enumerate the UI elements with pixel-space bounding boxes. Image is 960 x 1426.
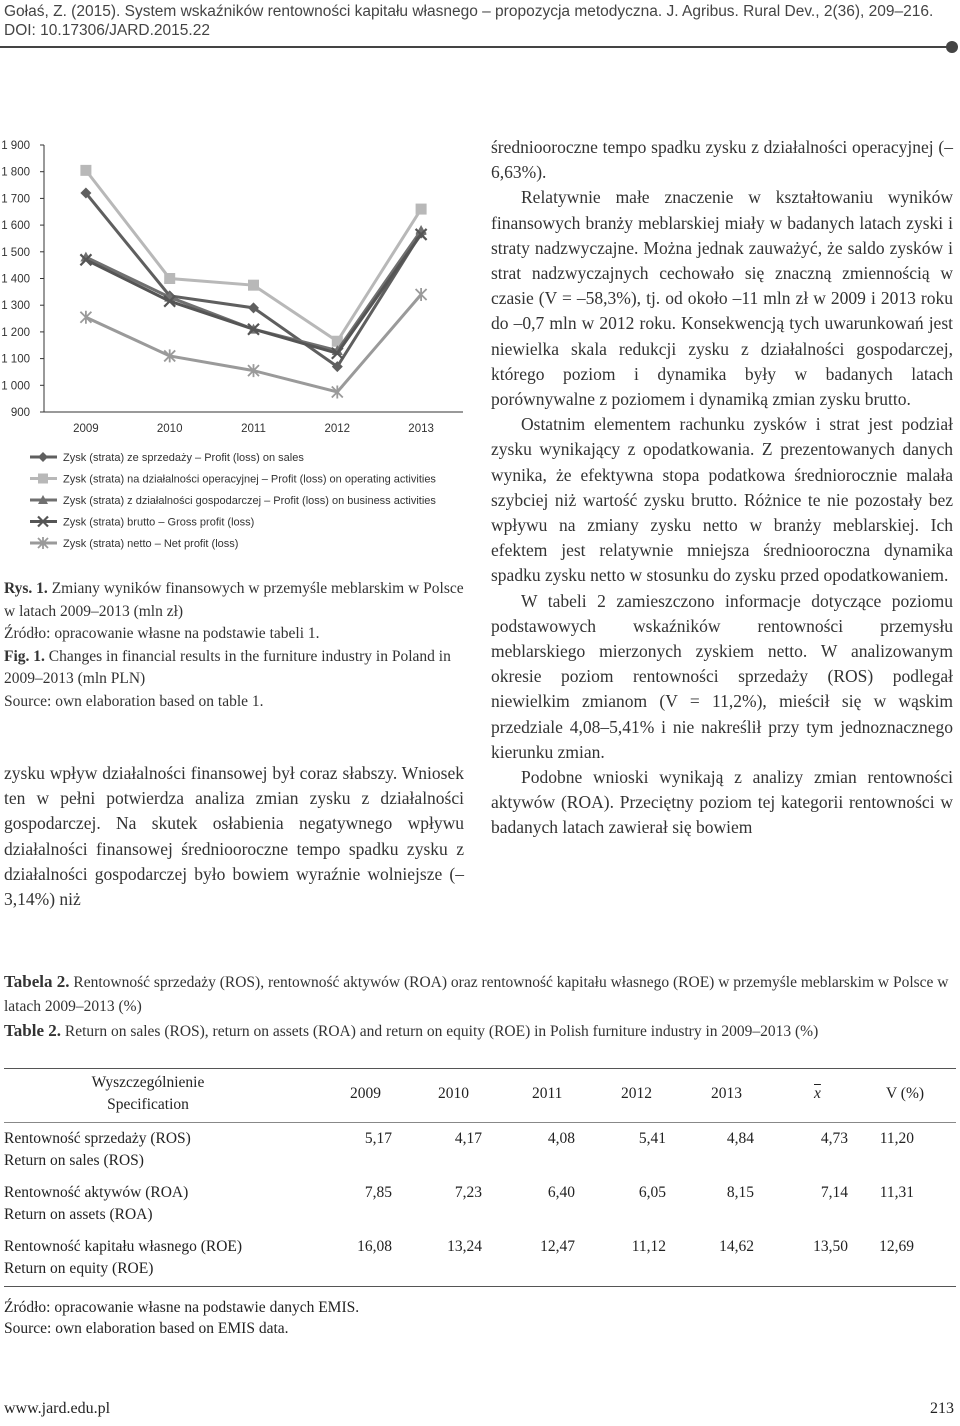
y-tick-label: 1 500 — [1, 246, 30, 259]
y-tick-label: 900 — [10, 407, 30, 419]
legend-label: Zysk (strata) ze sprzedaży – Profit (loss) on sales — [63, 452, 304, 464]
caption-en-label: Fig. 1. — [4, 647, 45, 665]
right-paragraph-1: średniooroczne tempo spadku zysku z działalności operacyjnej (–6,63%). — [491, 137, 953, 183]
table-header-rule — [4, 1122, 956, 1123]
table-cell: 8,15 — [726, 1184, 754, 1201]
header-rule — [0, 46, 950, 48]
y-tick-label: 1 000 — [1, 380, 30, 393]
table-title-en-label: Table 2. — [4, 1021, 62, 1040]
caption-en-text: Changes in financial results in the furniture industry in Poland in 2009–2013 (mln PLN) — [4, 647, 451, 687]
caption-pl — [4, 578, 466, 623]
header-dot — [946, 41, 958, 53]
page-number: 213 — [930, 1400, 954, 1417]
column-header-2010: 2010 — [438, 1085, 469, 1102]
x-tick-label: 2011 — [241, 423, 266, 435]
table-cell: 12,47 — [540, 1238, 575, 1255]
table-cell: 6,05 — [638, 1184, 666, 1201]
table-title-en-text: Return on sales (ROS), return on assets (ROA) and return on equity (ROE) in Polish furniture industry in 2009–2013 (%) — [61, 1023, 819, 1040]
series-2 — [80, 165, 426, 347]
table-cell: 13,50 — [813, 1238, 848, 1255]
right-paragraph-4: W tabeli 2 zamieszczono informacje dotyczące poziomu podstawowych wskaźników rentowności przemysłu meblarskiego mierzonych zyskiem netto. W analizowanym okresie poziom rentowności sprzedaży (ROS) podlegał niewielkim zmianom (V = 11,2%), mieścił się w wąskim przedziale 4,08–5,41% i nie nakreślił przy tym jednoznacznego kierunku zmian. — [491, 590, 953, 762]
spec-pl: Wyszczególnienie — [91, 1074, 205, 1091]
table-source-pl: Źródło: opracowanie własne na podstawie danych EMIS. — [4, 1299, 360, 1316]
right-paragraph-2: Relatywnie małe znaczenie w kształtowaniu wyników finansowych branży meblarskiej miały w badanych latach zyski i straty nadzwyczajne. Można jednak zauważyć, że saldo zysków i strat nadzwyczajnych cechowało się znaczną zmiennością w czasie (V = –58,3%), tj. od około –11 mln zł w 2009 i 2013 roku do –0,7 mln w 2012 roku. Konsekwencją tych uwarunkowań jest niewielka skala redukcji zysku z działalności gospodarczej, którego poziom i dynamika były w badanych latach porównywalne z poziomem i dynamiką zmian zysku brutto. — [491, 187, 953, 410]
table-source-en: Source: own elaboration based on EMIS data. — [4, 1320, 289, 1337]
table-source — [4, 1297, 359, 1339]
table-cell: 4,17 — [454, 1130, 482, 1147]
x-tick-label: 2013 — [408, 423, 434, 435]
x-tick-label: 2010 — [156, 423, 183, 435]
legend-label: Zysk (strata) brutto – Gross profit (loss) — [63, 516, 255, 529]
column-header-v: V (%) — [886, 1085, 925, 1102]
doi: DOI: 10.17306/JARD.2015.22 — [4, 22, 210, 39]
table-header-specification — [48, 1072, 248, 1116]
caption-pl-label: Rys. 1. — [4, 580, 48, 597]
series-line — [86, 234, 421, 353]
right-paragraph-3: Ostatnim elementem rachunku zysków i strat jest podział zysku wynikający z opodatkowania. Z prezentowanych danych wynika, że efektywna stopa podatkowa średniorocznie malała szybciej niż wartość zysku brutto. Różnice te nie pozostały bez wpływu na zmiany zysku netto w branży meblarskiej. Ich efektem jest relatywnie mniejsza średniooroczna dynamika spadku zysku netto w stosunku do zysku przed opodatkowaniem. — [491, 414, 953, 586]
table-cell: 16,08 — [357, 1238, 392, 1255]
table-cell: 11,12 — [631, 1238, 666, 1255]
data-point — [416, 288, 427, 301]
data-point — [248, 280, 259, 291]
row-name-pl: Rentowność kapitału własnego (ROE) — [4, 1238, 243, 1255]
left-paragraph: zysku wpływ działalności finansowej był coraz słabszy. Wniosek ten w pełni potwierdza analiza zmian zysku z działalności gospodarczej. Na skutek osłabienia negatywnego wpływu działalności finansowej średniooroczne tempo spadku zysku z działalności gospodarczej było bowiem wyraźnie wolniejsze (–3,14%) niż — [4, 763, 464, 910]
y-tick-label: 1 400 — [1, 273, 30, 286]
caption-pl-source: Źródło: opracowanie własne na podstawie tabeli 1. — [4, 625, 320, 642]
table-title-pl — [4, 970, 956, 1019]
table-cell: 5,17 — [364, 1130, 392, 1147]
table-cell: 4,08 — [547, 1130, 575, 1147]
line-chart — [0, 130, 470, 570]
data-point — [416, 204, 427, 215]
y-tick-label: 1 800 — [1, 166, 30, 179]
figure-caption — [4, 578, 466, 713]
caption-en-source: Source: own elaboration based on table 1. — [4, 692, 264, 710]
citation: Gołaś, Z. (2015). System wskaźników rentowności kapitału własnego – propozycja metodyczna. J. Agribus. Rural Dev., 2(36), 209–216. — [4, 3, 934, 20]
caption-en — [4, 646, 466, 691]
data-point — [80, 165, 91, 176]
table-cell: 12,69 — [879, 1238, 914, 1255]
table-cell: 6,40 — [547, 1184, 575, 1201]
footer-url[interactable]: www.jard.edu.pl — [4, 1400, 111, 1417]
y-tick-label: 1 100 — [1, 353, 30, 366]
table-cell: 4,73 — [820, 1130, 848, 1147]
table-title — [4, 970, 956, 1044]
column-header-2013: 2013 — [711, 1085, 742, 1102]
legend-marker — [38, 474, 48, 484]
left-column-text — [4, 761, 464, 912]
table-cell: 7,85 — [364, 1184, 392, 1201]
table-title-pl-text: Rentowność sprzedaży (ROS), rentowność aktywów (ROA) oraz rentowność kapitału własnego (ROE) w przemyśle meblarskim w Polsce w latach 2009–2013 (%) — [4, 974, 949, 1015]
table-cell: 7,23 — [454, 1184, 482, 1201]
data-point — [164, 273, 175, 284]
table-top-rule — [4, 1068, 956, 1069]
row-name-en: Return on sales (ROS) — [4, 1152, 144, 1169]
row-name-en: Return on assets (ROA) — [4, 1206, 153, 1223]
row-name-en: Return on equity (ROE) — [4, 1260, 154, 1277]
table-cell: 7,14 — [820, 1184, 848, 1201]
x-tick-label: 2012 — [324, 423, 351, 435]
caption-pl-text: Zmiany wyników finansowych w przemyśle meblarskim w Polsce w latach 2009–2013 (mln zł) — [4, 580, 464, 620]
running-header — [4, 2, 954, 40]
spec-en: Specification — [107, 1096, 189, 1113]
table-cell: 14,62 — [719, 1238, 754, 1255]
data-point — [80, 311, 91, 324]
table-cell: 13,24 — [447, 1238, 482, 1255]
legend-marker — [38, 452, 48, 462]
table-title-en — [4, 1019, 956, 1044]
column-header-2011: 2011 — [532, 1085, 563, 1102]
table-bottom-rule — [4, 1286, 956, 1287]
table-cell: 5,41 — [638, 1130, 666, 1147]
legend-label: Zysk (strata) z działalności gospodarczej – Profit (loss) on business activities — [63, 495, 436, 507]
legend-label: Zysk (strata) netto – Net profit (loss) — [63, 538, 239, 550]
y-tick-label: 1 300 — [1, 300, 30, 313]
table-cell: 4,84 — [726, 1130, 754, 1147]
legend-label: Zysk (strata) na działalności operacyjnej – Profit (loss) on operating activities — [63, 473, 436, 486]
row-name-pl: Rentowność aktywów (ROA) — [4, 1184, 189, 1201]
table-cell: 11,31 — [879, 1184, 914, 1201]
row-name-pl: Rentowność sprzedaży (ROS) — [4, 1130, 191, 1147]
y-tick-label: 1 900 — [1, 140, 30, 152]
column-header-2009: 2009 — [350, 1085, 381, 1102]
column-header-mean: $\overline{x}$ — [814, 1085, 821, 1102]
y-tick-label: 1 200 — [1, 326, 30, 339]
table-cell: 11,20 — [879, 1130, 914, 1147]
x-tick-label: 2009 — [73, 423, 99, 435]
right-paragraph-5: Podobne wnioski wynikają z analizy zmian rentowności aktywów (ROA). Przeciętny poziom tej kategorii rentowności w badanych latach zawierał się bowiem — [491, 767, 953, 838]
table-title-pl-label: Tabela 2. — [4, 972, 70, 991]
column-header-2012: 2012 — [621, 1085, 652, 1102]
y-tick-label: 1 600 — [1, 220, 30, 233]
right-column-text — [491, 135, 953, 841]
y-tick-label: 1 700 — [1, 193, 30, 206]
